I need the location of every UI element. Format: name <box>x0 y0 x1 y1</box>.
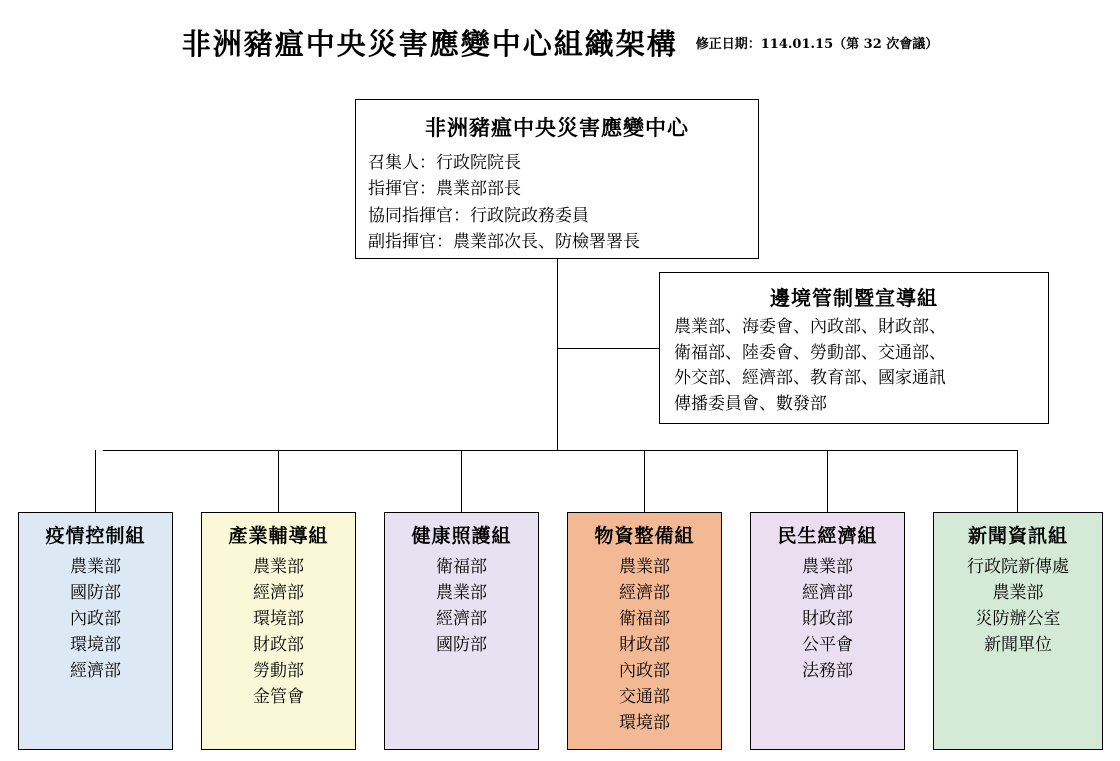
node-members <box>751 554 904 684</box>
node-line: 公平會 <box>802 635 853 655</box>
node-group-livelihood-economy[interactable] <box>750 512 905 750</box>
node-line: 農業部 <box>253 557 304 577</box>
page-title: 非洲豬瘟中央災害應變中心組織架構 <box>181 27 678 61</box>
node-members <box>568 554 721 736</box>
node-line: 傳播委員會、數發部 <box>674 393 827 414</box>
node-line: 財政部 <box>802 609 853 629</box>
node-line: 衛福部、陸委會、勞動部、交通部、 <box>674 342 946 363</box>
node-line: 農業部、海委會、內政部、財政部、 <box>674 317 946 337</box>
node-group-supplies-readiness[interactable] <box>567 512 722 750</box>
node-line: 財政部 <box>253 635 304 655</box>
connector-center-down <box>557 259 558 450</box>
node-group-health-care[interactable] <box>384 512 539 750</box>
node-title: 邊境管制暨宣導組 <box>770 286 938 310</box>
revision-date: 修正日期：114.01.15（第 32 次會議） <box>695 37 939 52</box>
node-line: 外交部、經濟部、教育部、國家通訊 <box>674 368 946 388</box>
node-line: 國防部 <box>436 635 487 655</box>
node-members <box>660 315 1048 417</box>
node-title: 產業輔導組 <box>228 525 329 547</box>
connector-drop-4 <box>827 450 828 512</box>
node-line: 勞動部 <box>253 661 304 681</box>
page-header <box>0 22 1120 63</box>
connector-drop-1 <box>278 450 279 512</box>
node-central-emergency-center[interactable] <box>355 99 759 259</box>
node-title: 疫情控制組 <box>45 525 146 547</box>
node-border-control-group[interactable] <box>659 272 1049 424</box>
connector-to-border-group <box>557 348 659 349</box>
node-line: 農業部 <box>436 583 487 603</box>
node-line: 農業部 <box>992 583 1044 603</box>
node-line: 農業部 <box>802 557 853 577</box>
node-title: 民生經濟組 <box>777 525 878 547</box>
node-line: 國防部 <box>70 583 121 603</box>
node-line: 交通部 <box>619 687 670 707</box>
node-line: 召集人：行政院院長 <box>368 153 521 173</box>
node-line: 經濟部 <box>253 583 304 603</box>
node-line: 法務部 <box>802 661 853 681</box>
node-members <box>934 554 1102 658</box>
node-members <box>356 150 758 255</box>
node-members <box>385 554 538 658</box>
node-line: 財政部 <box>619 635 670 655</box>
connector-bus <box>103 450 1018 451</box>
connector-drop-3 <box>644 450 645 512</box>
node-line: 農業部 <box>619 557 670 577</box>
node-line: 農業部 <box>70 557 121 577</box>
node-title: 物資整備組 <box>594 525 695 547</box>
node-line: 環境部 <box>70 635 121 655</box>
node-group-industry-guidance[interactable] <box>201 512 356 750</box>
node-group-news-information[interactable] <box>933 512 1103 750</box>
node-line: 環境部 <box>253 609 304 629</box>
node-line: 新聞單位 <box>984 635 1052 655</box>
node-line: 金管會 <box>253 687 304 707</box>
node-line: 副指揮官：農業部次長、防檢署署長 <box>368 232 640 253</box>
node-line: 經濟部 <box>619 583 670 603</box>
node-line: 指揮官：農業部部長 <box>368 179 521 200</box>
node-line: 災防辦公室 <box>975 609 1061 629</box>
connector-drop-2 <box>461 450 462 512</box>
node-line: 衛福部 <box>619 609 670 629</box>
node-members <box>202 554 355 710</box>
node-line: 內政部 <box>619 661 670 681</box>
connector-drop-0 <box>95 450 96 512</box>
node-line: 經濟部 <box>436 609 487 629</box>
connector-drop-5 <box>1017 450 1018 512</box>
node-line: 協同指揮官：行政院政務委員 <box>368 205 589 226</box>
node-line: 衛福部 <box>436 557 487 577</box>
node-title: 非洲豬瘟中央災害應變中心 <box>425 115 689 140</box>
node-title: 健康照護組 <box>411 525 512 547</box>
node-title: 新聞資訊組 <box>967 525 1068 547</box>
connector-bus-left-cap <box>103 450 104 451</box>
node-line: 行政院新傳處 <box>967 557 1069 577</box>
node-line: 環境部 <box>619 713 670 733</box>
node-line: 經濟部 <box>70 661 121 681</box>
node-line: 經濟部 <box>802 583 853 603</box>
node-line: 內政部 <box>70 609 121 629</box>
node-members <box>19 554 172 684</box>
node-group-epidemic-control[interactable] <box>18 512 173 750</box>
